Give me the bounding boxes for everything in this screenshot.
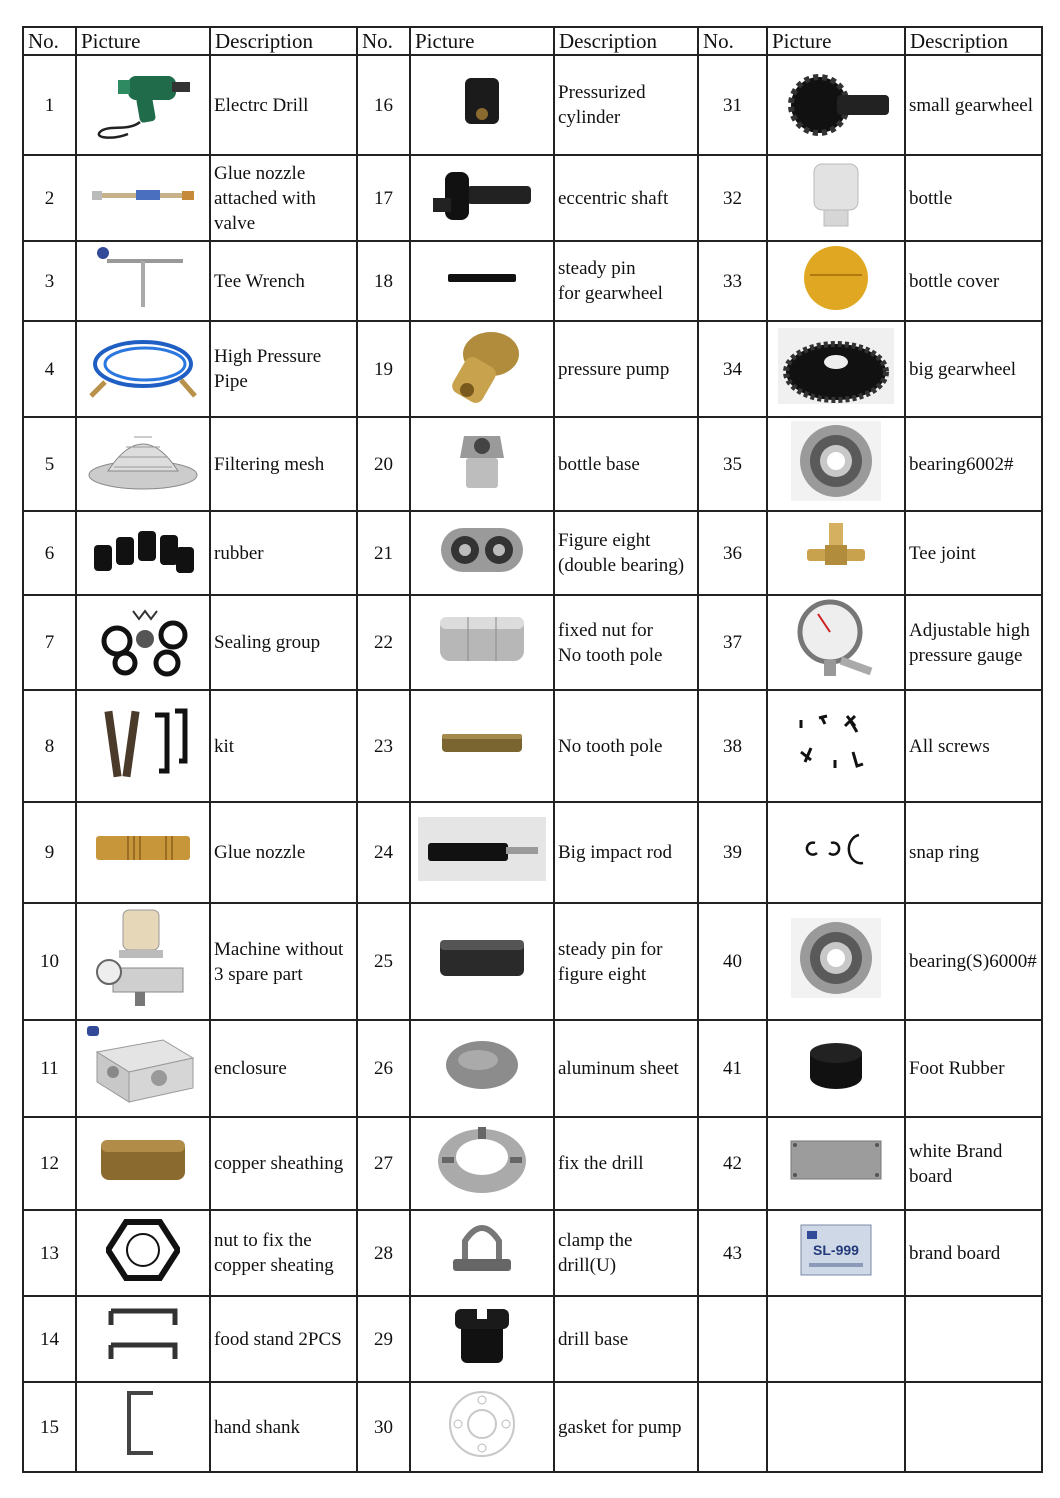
item-description: aluminum sheet xyxy=(554,1020,698,1117)
table-row xyxy=(23,511,1042,595)
item-picture xyxy=(76,1020,210,1117)
header-description: Description xyxy=(210,27,357,55)
item-picture xyxy=(767,241,905,321)
item-picture xyxy=(410,802,554,903)
item-description: white Brand board xyxy=(905,1117,1042,1210)
item-description: Adjustable high pressure gauge xyxy=(905,595,1042,690)
steady-pin-figure-eight-icon xyxy=(434,934,530,982)
item-picture xyxy=(410,241,554,321)
brand-board-white-icon xyxy=(789,1139,883,1181)
item-picture xyxy=(767,1296,905,1382)
hex-nut-icon xyxy=(106,1218,180,1282)
header-description: Description xyxy=(905,27,1042,55)
item-number: 27 xyxy=(357,1117,410,1210)
item-picture xyxy=(767,511,905,595)
item-number: 35 xyxy=(698,417,767,511)
item-description: eccentric shaft xyxy=(554,155,698,241)
pressure-pump-icon xyxy=(439,324,525,408)
item-picture xyxy=(410,1117,554,1210)
item-picture xyxy=(76,511,210,595)
glue-nozzle-valve-icon xyxy=(88,175,198,215)
item-picture xyxy=(410,1296,554,1382)
item-picture xyxy=(767,1382,905,1472)
item-description: Filtering mesh xyxy=(210,417,357,511)
item-description: clamp the drill(U) xyxy=(554,1210,698,1296)
header-no: No. xyxy=(357,27,410,55)
item-number: 12 xyxy=(23,1117,76,1210)
item-number: 34 xyxy=(698,321,767,417)
rubber-icon xyxy=(88,517,198,583)
screws-icon xyxy=(791,708,881,778)
item-picture xyxy=(410,1382,554,1472)
item-picture xyxy=(767,155,905,241)
bearing-icon xyxy=(791,918,881,998)
filtering-mesh-icon xyxy=(84,421,202,501)
eccentric-shaft-icon xyxy=(427,164,537,226)
item-picture xyxy=(76,1210,210,1296)
item-description: Machine without 3 spare part xyxy=(210,903,357,1020)
item-description: No tooth pole xyxy=(554,690,698,802)
item-number: 37 xyxy=(698,595,767,690)
table-row xyxy=(23,1382,1042,1472)
copper-sheathing-icon xyxy=(95,1130,191,1190)
item-number: 4 xyxy=(23,321,76,417)
item-picture xyxy=(76,903,210,1020)
item-description: Foot Rubber xyxy=(905,1020,1042,1117)
electric-drill-icon xyxy=(88,62,198,142)
item-description: hand shank xyxy=(210,1382,357,1472)
item-description: bottle base xyxy=(554,417,698,511)
no-tooth-pole-icon xyxy=(436,726,528,760)
item-picture xyxy=(76,595,210,690)
table-row xyxy=(23,595,1042,690)
item-picture xyxy=(410,1210,554,1296)
header-picture: Picture xyxy=(76,27,210,55)
bottle-icon xyxy=(808,160,864,230)
item-number: 5 xyxy=(23,417,76,511)
item-number: 42 xyxy=(698,1117,767,1210)
svg-text:SL-999: SL-999 xyxy=(813,1241,859,1258)
item-description: Tee joint xyxy=(905,511,1042,595)
item-picture xyxy=(410,321,554,417)
brand-board-icon xyxy=(799,1223,873,1277)
item-number: 28 xyxy=(357,1210,410,1296)
item-number: 40 xyxy=(698,903,767,1020)
bottle-base-icon xyxy=(454,428,510,494)
item-number: 32 xyxy=(698,155,767,241)
item-number xyxy=(698,1296,767,1382)
item-number: 30 xyxy=(357,1382,410,1472)
item-number: 7 xyxy=(23,595,76,690)
table-row xyxy=(23,1117,1042,1210)
item-number: 18 xyxy=(357,241,410,321)
item-picture xyxy=(76,55,210,155)
figure-eight-icon xyxy=(437,522,527,578)
item-picture xyxy=(410,417,554,511)
item-picture xyxy=(767,802,905,903)
table-row xyxy=(23,241,1042,321)
item-description: pressure pump xyxy=(554,321,698,417)
item-picture xyxy=(76,1382,210,1472)
item-number: 2 xyxy=(23,155,76,241)
header-description: Description xyxy=(554,27,698,55)
item-description xyxy=(905,1296,1042,1382)
item-description xyxy=(905,1382,1042,1472)
item-description: brand board xyxy=(905,1210,1042,1296)
glue-nozzle-icon xyxy=(88,824,198,874)
item-description: steady pin for gearwheel xyxy=(554,241,698,321)
table-row xyxy=(23,1210,1042,1296)
header-no: No. xyxy=(698,27,767,55)
item-number: 13 xyxy=(23,1210,76,1296)
item-picture xyxy=(767,321,905,417)
item-picture xyxy=(76,321,210,417)
item-number: 8 xyxy=(23,690,76,802)
item-picture xyxy=(410,903,554,1020)
food-stand-icon xyxy=(105,1301,181,1371)
aluminum-sheet-icon xyxy=(442,1038,522,1092)
item-description: bearing(S)6000# xyxy=(905,903,1042,1020)
item-description: Sealing group xyxy=(210,595,357,690)
item-number: 19 xyxy=(357,321,410,417)
table-row xyxy=(23,1020,1042,1117)
wrench-kit-icon xyxy=(95,701,191,785)
item-number: 43 xyxy=(698,1210,767,1296)
item-picture xyxy=(76,1117,210,1210)
table-row xyxy=(23,1296,1042,1382)
item-number: 23 xyxy=(357,690,410,802)
item-picture xyxy=(76,417,210,511)
item-picture xyxy=(767,55,905,155)
foot-rubber-icon xyxy=(806,1037,866,1093)
item-description: snap ring xyxy=(905,802,1042,903)
item-number: 6 xyxy=(23,511,76,595)
item-description: fixed nut for No tooth pole xyxy=(554,595,698,690)
table-row xyxy=(23,155,1042,241)
item-picture xyxy=(76,155,210,241)
table-row xyxy=(23,690,1042,802)
item-picture xyxy=(410,690,554,802)
gasket-icon xyxy=(444,1386,520,1462)
small-gearwheel-icon xyxy=(779,65,893,139)
header-row xyxy=(23,27,1042,55)
item-picture xyxy=(410,1020,554,1117)
item-description: enclosure xyxy=(210,1020,357,1117)
item-number: 29 xyxy=(357,1296,410,1382)
item-number: 16 xyxy=(357,55,410,155)
item-number: 31 xyxy=(698,55,767,155)
item-description: copper sheathing xyxy=(210,1117,357,1210)
item-picture xyxy=(767,1210,905,1296)
tee-joint-icon xyxy=(801,517,871,583)
item-number: 20 xyxy=(357,417,410,511)
header-picture: Picture xyxy=(410,27,554,55)
item-number: 33 xyxy=(698,241,767,321)
snap-ring-icon xyxy=(801,829,871,869)
item-picture xyxy=(767,417,905,511)
item-description: kit xyxy=(210,690,357,802)
bottle-cover-icon xyxy=(798,245,874,311)
pressurized-cylinder-icon xyxy=(457,74,507,130)
item-description: bottle xyxy=(905,155,1042,241)
item-number: 41 xyxy=(698,1020,767,1117)
item-number: 36 xyxy=(698,511,767,595)
item-picture xyxy=(767,690,905,802)
item-number: 22 xyxy=(357,595,410,690)
item-description: Glue nozzle attached with valve xyxy=(210,155,357,241)
item-picture xyxy=(76,1296,210,1382)
item-description: food stand 2PCS xyxy=(210,1296,357,1382)
item-description: Tee Wrench xyxy=(210,241,357,321)
item-number: 17 xyxy=(357,155,410,241)
item-picture xyxy=(410,155,554,241)
item-number: 15 xyxy=(23,1382,76,1472)
item-number: 9 xyxy=(23,802,76,903)
item-picture xyxy=(410,55,554,155)
item-description: High Pressure Pipe xyxy=(210,321,357,417)
item-description: Electrc Drill xyxy=(210,55,357,155)
header-no: No. xyxy=(23,27,76,55)
item-description: drill base xyxy=(554,1296,698,1382)
item-description: rubber xyxy=(210,511,357,595)
hand-shank-icon xyxy=(123,1389,163,1459)
machine-icon xyxy=(93,906,193,1010)
item-description: Figure eight (double bearing) xyxy=(554,511,698,595)
item-number: 39 xyxy=(698,802,767,903)
item-number: 26 xyxy=(357,1020,410,1117)
item-picture xyxy=(767,595,905,690)
item-number: 21 xyxy=(357,511,410,595)
tee-wrench-icon xyxy=(93,245,193,311)
item-picture xyxy=(767,1020,905,1117)
item-number: 24 xyxy=(357,802,410,903)
item-number: 14 xyxy=(23,1296,76,1382)
item-picture xyxy=(76,241,210,321)
item-number: 38 xyxy=(698,690,767,802)
header-picture: Picture xyxy=(767,27,905,55)
table-row xyxy=(23,802,1042,903)
item-description: nut to fix the copper sheating xyxy=(210,1210,357,1296)
item-description: Big impact rod xyxy=(554,802,698,903)
item-description: Pressurized cylinder xyxy=(554,55,698,155)
item-picture xyxy=(767,1117,905,1210)
parts-table xyxy=(22,26,1043,1473)
item-description: bearing6002# xyxy=(905,417,1042,511)
item-description: Glue nozzle xyxy=(210,802,357,903)
item-picture xyxy=(410,511,554,595)
item-number: 25 xyxy=(357,903,410,1020)
item-number: 11 xyxy=(23,1020,76,1117)
drill-base-icon xyxy=(451,1299,513,1373)
item-description: fix the drill xyxy=(554,1117,698,1210)
item-picture xyxy=(767,903,905,1020)
fixed-nut-icon xyxy=(434,609,530,669)
steady-pin-icon xyxy=(444,268,520,288)
sealing-group-icon xyxy=(95,601,191,677)
table-row xyxy=(23,417,1042,511)
item-description: All screws xyxy=(905,690,1042,802)
big-gearwheel-icon xyxy=(778,328,894,404)
item-picture xyxy=(410,595,554,690)
pressure-gauge-icon xyxy=(794,596,878,682)
bearing-icon xyxy=(791,421,881,501)
item-picture xyxy=(76,802,210,903)
enclosure-icon xyxy=(83,1022,203,1108)
item-description: small gearwheel xyxy=(905,55,1042,155)
table-row xyxy=(23,903,1042,1020)
u-clamp-icon xyxy=(447,1215,517,1285)
fix-drill-ring-icon xyxy=(434,1123,530,1197)
high-pressure-pipe-icon xyxy=(85,330,201,402)
item-description: gasket for pump xyxy=(554,1382,698,1472)
item-number: 10 xyxy=(23,903,76,1020)
item-description: big gearwheel xyxy=(905,321,1042,417)
item-description: steady pin for figure eight xyxy=(554,903,698,1020)
item-number: 1 xyxy=(23,55,76,155)
item-picture xyxy=(76,690,210,802)
table-row xyxy=(23,321,1042,417)
table-row xyxy=(23,55,1042,155)
item-number: 3 xyxy=(23,241,76,321)
item-number xyxy=(698,1382,767,1472)
big-impact-rod-icon xyxy=(418,817,546,881)
item-description: bottle cover xyxy=(905,241,1042,321)
